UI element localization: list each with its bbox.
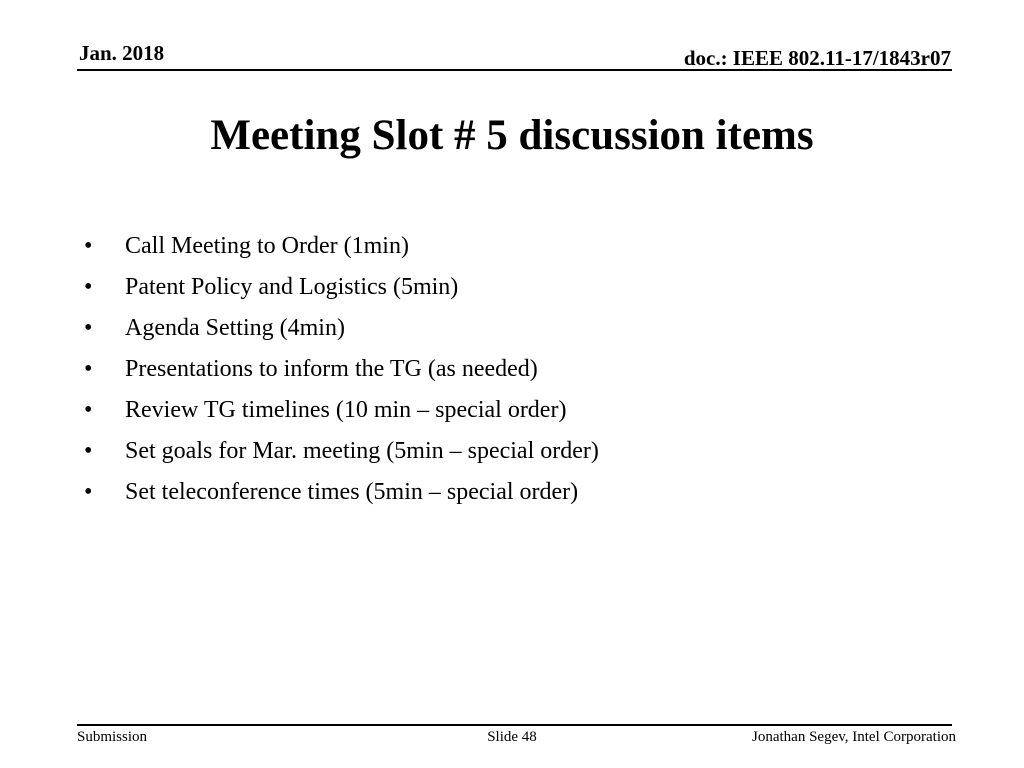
footer-submission: Submission bbox=[77, 729, 148, 745]
bullet-text: Presentations to inform the TG (as needed) bbox=[125, 356, 538, 382]
bullet-icon: • bbox=[84, 397, 93, 423]
bullet-text: Patent Policy and Logistics (5min) bbox=[125, 274, 459, 300]
bullet-item bbox=[84, 308, 964, 349]
bullet-icon: • bbox=[84, 315, 93, 341]
footer-divider bbox=[77, 724, 952, 726]
bullet-icon: • bbox=[84, 274, 93, 300]
bullet-item bbox=[84, 226, 964, 267]
footer-author: Jonathan Segev, Intel Corporation bbox=[752, 729, 956, 745]
bullet-item bbox=[84, 472, 964, 513]
bullet-text: Call Meeting to Order (1min) bbox=[125, 233, 409, 259]
bullet-text: Set goals for Mar. meeting (5min – special order) bbox=[125, 438, 599, 464]
bullet-icon: • bbox=[84, 438, 93, 464]
footer-slide-number: Slide 48 bbox=[487, 729, 537, 745]
bullet-item bbox=[84, 390, 964, 431]
bullet-item bbox=[84, 431, 964, 472]
bullet-text: Set teleconference times (5min – special order) bbox=[125, 479, 579, 505]
bullet-item bbox=[84, 349, 964, 390]
bullet-text: Agenda Setting (4min) bbox=[125, 315, 345, 341]
header-divider bbox=[77, 69, 952, 71]
bullet-icon: • bbox=[84, 356, 93, 382]
bullet-item bbox=[84, 267, 964, 308]
bullet-text: Review TG timelines (10 min – special order) bbox=[125, 397, 567, 423]
header-doc-id: doc.: IEEE 802.11-17/1843r07 bbox=[683, 46, 951, 70]
slide-title: Meeting Slot # 5 discussion items bbox=[210, 112, 814, 159]
bullet-icon: • bbox=[84, 233, 93, 259]
bullet-list bbox=[84, 226, 964, 513]
header-date: Jan. 2018 bbox=[79, 41, 165, 65]
bullet-icon: • bbox=[84, 479, 93, 505]
